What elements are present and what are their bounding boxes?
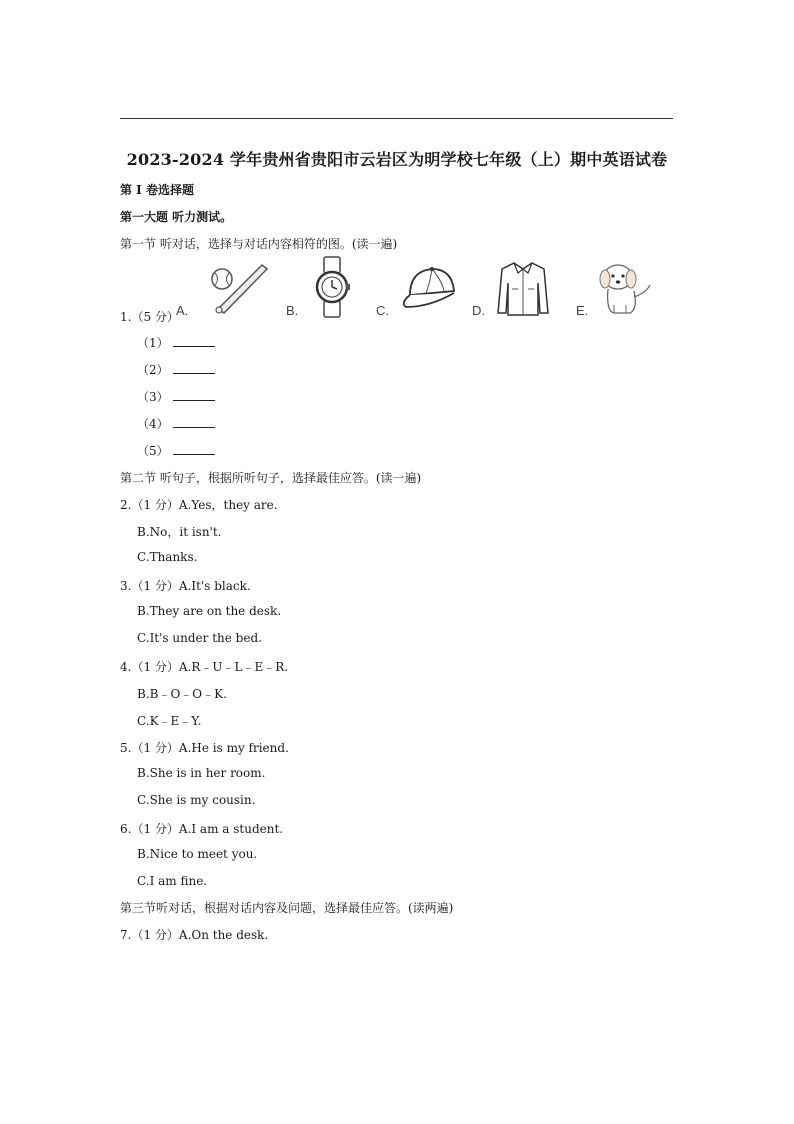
q2-option-b: B.No，it isn't. (137, 525, 222, 539)
baseball-bat-icon (206, 259, 270, 315)
header-rule (120, 118, 673, 119)
section-1-instruction: 第一节 听对话，选择与对话内容相符的图。(读一遍) (120, 237, 398, 251)
section-2-instruction: 第二节 听句子，根据所听句子，选择最佳应答。(读一遍) (120, 471, 422, 485)
q1-blank-1: （1） (137, 334, 215, 351)
q3-option-c: C.It's under the bed. (137, 631, 262, 645)
watch-icon (312, 255, 352, 319)
picture-label-c: C. (376, 303, 389, 318)
q3-option-b: B.They are on the desk. (137, 604, 282, 618)
picture-label-e: E. (576, 303, 589, 318)
q4-option-a: 4.（1 分）A.R﹣U﹣L﹣E﹣R. (120, 660, 289, 674)
q3-option-a: 3.（1 分）A.It's black. (120, 579, 251, 593)
answer-blank[interactable] (173, 445, 215, 455)
answer-blank[interactable] (173, 337, 215, 347)
part-heading: 第一大题 听力测试。 (120, 210, 233, 224)
q6-option-a: 6.（1 分）A.I am a student. (120, 822, 284, 836)
q4-option-c: C.K﹣E﹣Y. (137, 714, 202, 728)
page-title: 2023-2024 学年贵州省贵阳市云岩区为明学校七年级（上）期中英语试卷 (126, 150, 668, 169)
q6-option-b: B.Nice to meet you. (137, 847, 258, 861)
q1-picture-row (170, 255, 670, 325)
q5-option-a: 5.（1 分）A.He is my friend. (120, 741, 289, 755)
picture-label-a: A. (176, 303, 189, 318)
q1-blank-2: （2） (137, 361, 215, 378)
q1-blank-4: （4） (137, 415, 215, 432)
volume-heading: 第 I 卷选择题 (120, 183, 194, 197)
answer-blank[interactable] (173, 391, 215, 401)
picture-label-b: B. (286, 303, 299, 318)
q4-option-b: B.B﹣O﹣O﹣K. (137, 687, 227, 701)
q1-blank-3: （3） (137, 388, 215, 405)
q2-option-a: 2.（1 分）A.Yes，they are. (120, 498, 278, 512)
jacket-icon (496, 259, 550, 317)
dog-icon (596, 261, 654, 317)
section-3-instruction: 第三节听对话，根据对话内容及问题，选择最佳应答。(读两遍) (120, 901, 454, 915)
q2-option-c: C.Thanks. (137, 550, 198, 564)
q5-option-c: C.She is my cousin. (137, 793, 256, 807)
picture-label-d: D. (472, 303, 485, 318)
q6-option-c: C.I am fine. (137, 874, 208, 888)
q5-option-b: B.She is in her room. (137, 766, 266, 780)
answer-blank[interactable] (173, 364, 215, 374)
answer-blank[interactable] (173, 418, 215, 428)
cap-icon (396, 265, 460, 309)
q1-blank-5: （5） (137, 442, 215, 459)
q7-option-a: 7.（1 分）A.On the desk. (120, 928, 269, 942)
q1-stem: 1.（5 分） (120, 310, 179, 324)
